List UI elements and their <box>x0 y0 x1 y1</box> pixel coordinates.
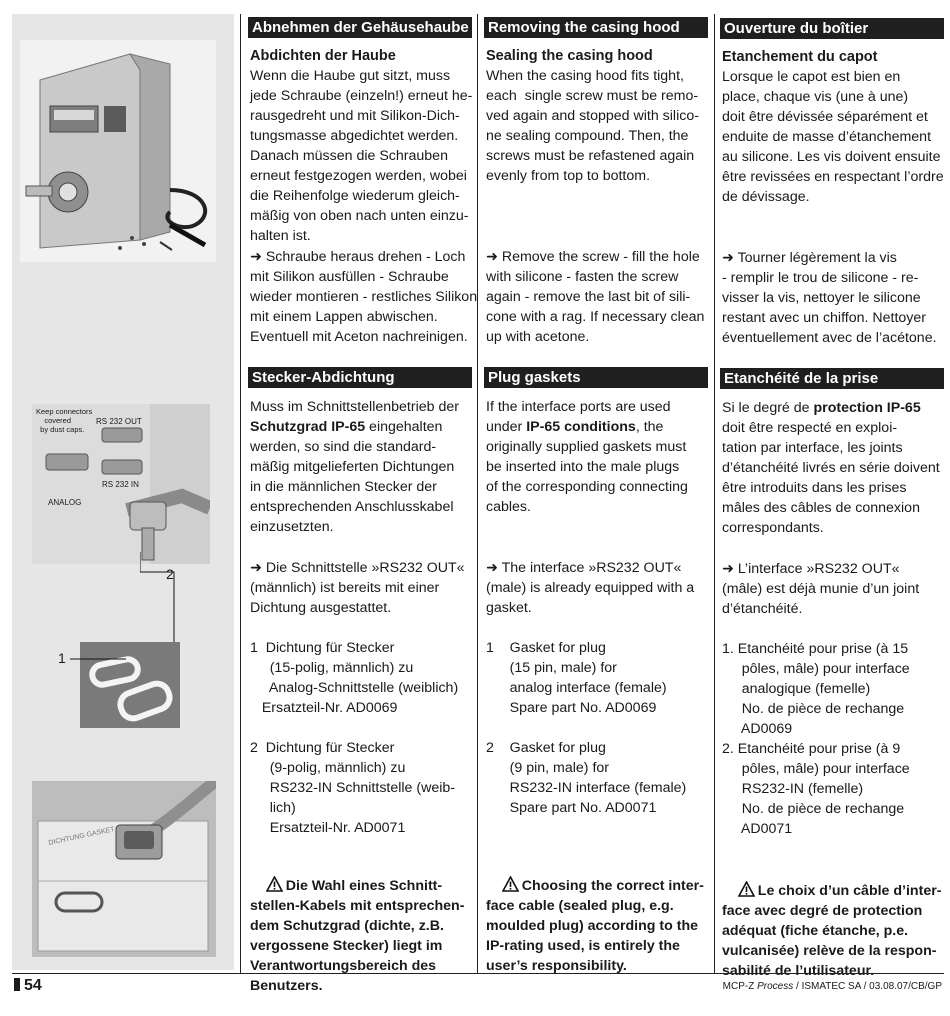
paragraph-rs232-out-en: ➜ The interface »RS232 OUT« (male) is already equipped with a gasket. <box>486 560 695 616</box>
paragraph-sealing-en: When the casing hood fits tight, each single screw must be remo- ved again and stopped with silico- ne sealing compound. Then, the screws must be refastened again evenly from top to bottom. <box>486 68 699 184</box>
warning-en: Choosing the correct inter- face cable (sealed plug, e.g. moulded plug) according to the IP-rating used, is entirely the user’s responsibility. <box>486 878 704 974</box>
paragraph-ip65-en: If the interface ports are used under IP-65 conditions, the originally supplied gaskets must be inserted into the male plugs of the corresponding connecting cables. <box>486 399 688 515</box>
column-german <box>248 0 478 994</box>
warning-fr: Le choix d’un câble d’inter- face avec degré de protection adéquat (fiche étanche, p.e. vulcanisée) relève de la respon- sabilité de l’utilisateur. <box>722 883 942 979</box>
warning-triangle-icon <box>738 881 755 897</box>
list-gasket-1-de: 1 Dichtung für Stecker (15-polig, männlich) zu Analog-Schnittstelle (weiblich) Ersatzteil-Nr. AD0069 <box>250 640 459 716</box>
column-french <box>720 0 944 980</box>
analog-label: ANALOG <box>48 498 82 507</box>
subheading-sealing-fr: Etanchement du capot <box>722 49 878 65</box>
page-marker <box>14 978 20 991</box>
connector-panel-photo <box>32 404 210 564</box>
gasket-bag-photo <box>32 781 216 957</box>
column-english <box>484 0 708 980</box>
list-gaskets-fr: 1. Etanchéité pour prise (à 15 pôles, mâle) pour interface analogique (femelle) No. de pièce de rechange AD0069 2. Etanchéité pour prise (à 9 pôles, mâle) pour interface RS232-IN (femelle) No. de pièce de rechange AD0071 <box>722 641 910 837</box>
paragraph-sealing-fr: Lorsque le capot est bien en place, chaque vis (une à une) doit être dévissée séparément et enduite de masse d’étanchement au silicone. Les vis doivent ensuite être revissées en respectant l’ordre de dévissage. <box>722 69 944 205</box>
heading-plug-gaskets-de: Stecker-Abdichtung <box>248 367 472 388</box>
gaskets-photo <box>80 642 180 728</box>
heading-removing-hood-en: Removing the casing hood <box>484 17 708 38</box>
rs232-in-label: RS 232 IN <box>102 480 139 489</box>
callout-1: 1 <box>58 650 66 666</box>
warning-triangle-icon <box>266 876 283 892</box>
paragraph-screw-steps-de: ➜ Schraube heraus drehen - Loch mit Silikon ausfüllen - Schraube wieder montieren - restliches Silikon mit einem Lappen abwischen. Eventuell mit Aceton nachreinigen. <box>250 249 478 345</box>
heading-removing-hood-de: Abnehmen der Gehäusehaube <box>248 17 472 38</box>
heading-plug-gaskets-fr: Etanchéité de la prise <box>720 368 944 389</box>
paragraph-rs232-out-fr: ➜ L’interface »RS232 OUT« (mâle) est déjà munie d’un joint d’étanchéité. <box>722 561 920 617</box>
paragraph-screw-steps-en: ➜ Remove the screw - fill the hole with silicone - fasten the screw again - remove the last bit of sili- cone with a rag. If necessary clean up with acetone. <box>486 249 705 345</box>
page-number: 54 <box>14 977 42 995</box>
keep-covered-caption: Keep connectors covered by dust caps. <box>36 407 93 434</box>
bag-print: DICHTUNG GASKET <box>48 826 116 847</box>
list-gasket-2-de: 2 Dichtung für Stecker (9-polig, männlich) zu RS232-IN Schnittstelle (weib- lich) Ersatzteil-Nr. AD0071 <box>250 740 456 836</box>
warning-de: Die Wahl eines Schnitt- stellen-Kabels mit entsprechen- dem Schutzgrad (dichte, z.B. vergossene Stecker) liegt im Verantwortungsbereich des Benutzers. <box>250 878 465 994</box>
heading-plug-gaskets-en: Plug gaskets <box>484 367 708 388</box>
footer-rule <box>12 973 944 974</box>
column-rule-1 <box>240 14 241 973</box>
paragraph-screw-steps-fr: ➜ Tourner légèrement la vis - remplir le trou de silicone - re- visser la vis, nettoyer le silicone restant avec un chiffon. Nettoyer éventuellement avec de l’acétone. <box>722 250 937 346</box>
subheading-sealing-de: Abdichten der Haube <box>250 48 396 64</box>
rs232-out-label: RS 232 OUT <box>96 417 142 426</box>
paragraph-rs232-out-de: ➜ Die Schnittstelle »RS232 OUT« (männlich) ist bereits mit einer Dichtung ausgestattet. <box>250 560 465 616</box>
callout-line-1 <box>70 656 130 666</box>
callout-2: 2 <box>166 566 174 582</box>
subheading-sealing-en: Sealing the casing hood <box>486 48 653 64</box>
column-rule-2 <box>477 14 478 973</box>
footer-info: MCP-Z Process / ISMATEC SA / 03.08.07/CB/GP <box>722 981 942 992</box>
list-gasket-2-en: 2 Gasket for plug (9 pin, male) for RS232-IN interface (female) Spare part No. AD0071 <box>486 740 687 816</box>
list-gasket-1-en: 1 Gasket for plug (15 pin, male) for analog interface (female) Spare part No. AD0069 <box>486 640 667 716</box>
heading-removing-hood-fr: Ouverture du boîtier <box>720 18 944 39</box>
pump-photo <box>20 40 216 262</box>
paragraph-sealing-de: Wenn die Haube gut sitzt, muss jede Schraube (einzeln!) erneut he- rausgedreht und mit Silikon-Dich- tungsmasse abgedichtet werden. Danach müssen die Schrauben erneut festgezogen werden, wobei die Reihenfolge wiederum gleich- mäßig von oben nach unten einzu- halten ist. <box>250 68 473 244</box>
paragraph-ip65-de: Muss im Schnittstellenbetrieb der Schutzgrad IP-65 eingehalten werden, so sind die standard- mäßig mitgelieferten Dichtungen in die männlichen Stecker der entsprechenden Anschlusskabel einzusetzten. <box>250 399 459 535</box>
warning-triangle-icon <box>502 876 519 892</box>
column-rule-3 <box>714 14 715 973</box>
paragraph-ip65-fr: Si le degré de protection IP-65 doit être respecté en exploi- tation par interface, les joints d’étanchéité livrés en série doivent être introduits dans les prises mâles des câbles de connexion correspondants. <box>722 400 940 536</box>
